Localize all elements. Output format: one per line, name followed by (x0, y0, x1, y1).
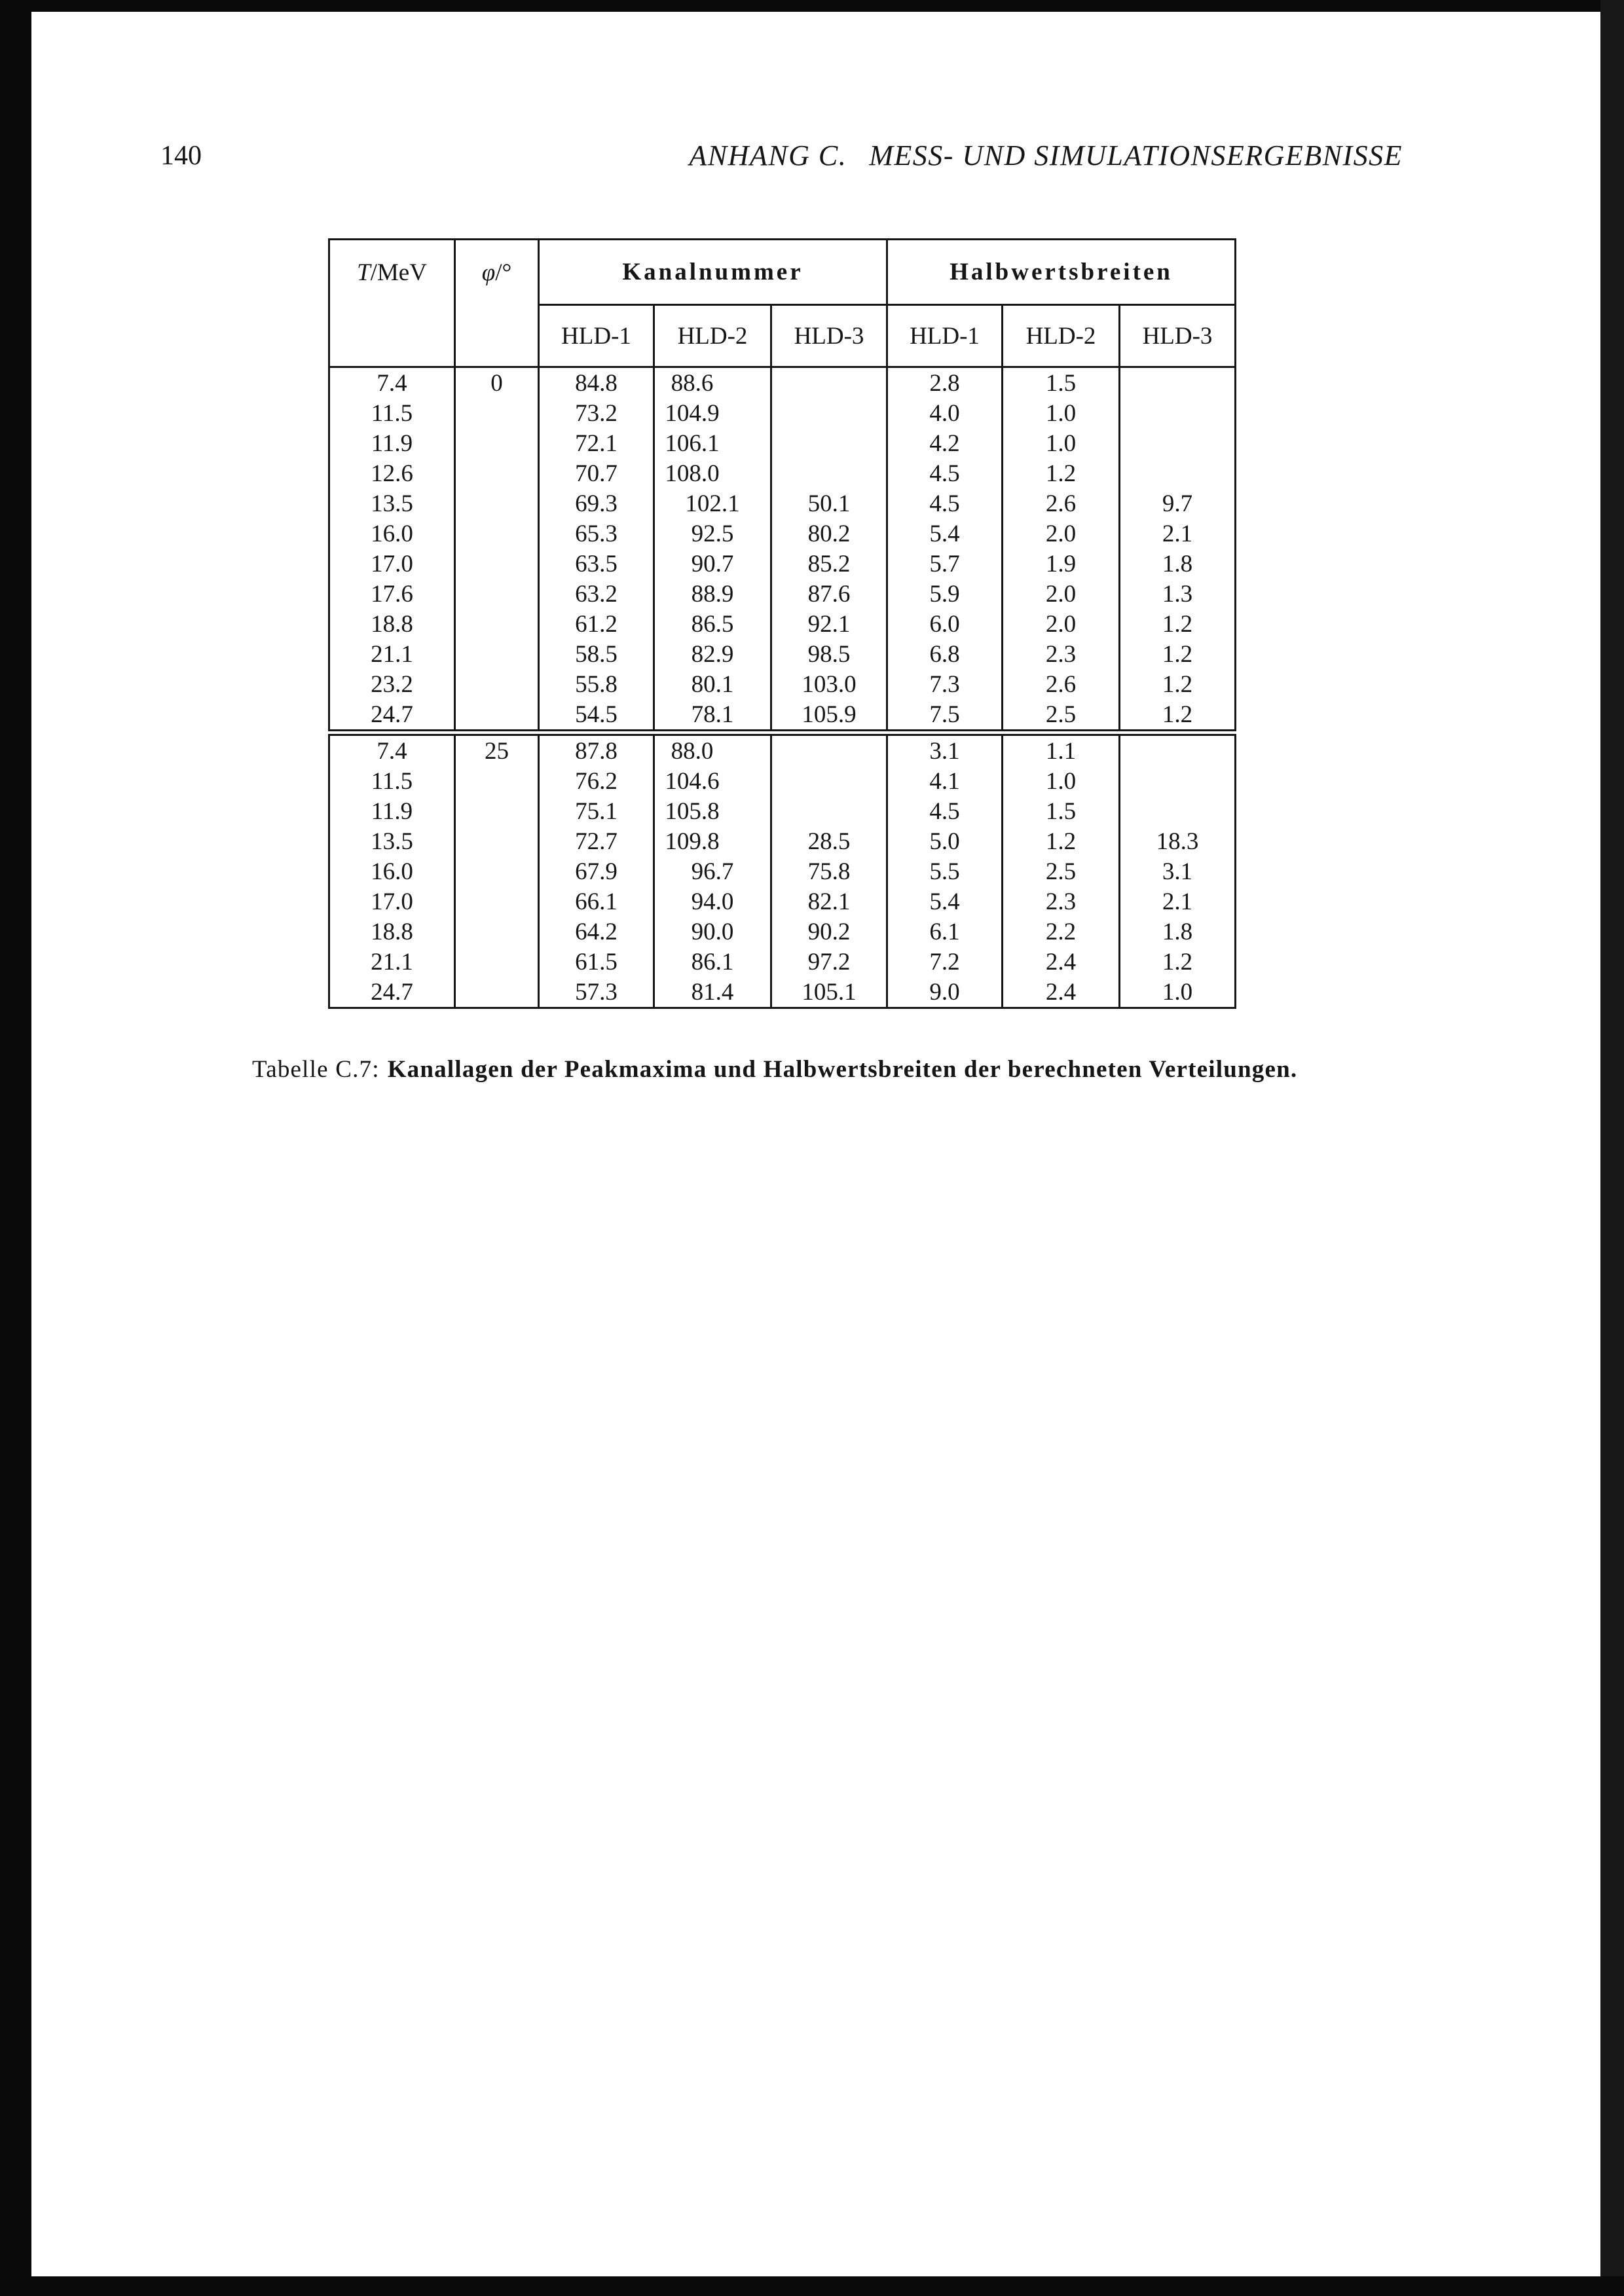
fwhm-hld2-cell: 2.4 (1003, 947, 1120, 977)
table-body (329, 367, 1236, 1008)
table-row (329, 398, 1236, 428)
energy-unit: /MeV (370, 259, 427, 286)
scan-border-bottom (0, 2276, 1624, 2296)
fwhm-hld3-cell: 1.8 (1120, 917, 1236, 947)
channel-hld2-cell: 81.4 (654, 977, 771, 1008)
fwhm-hld3-cell (1120, 458, 1236, 488)
channel-hld3-cell: 98.5 (771, 639, 887, 669)
fwhm-hld1-cell: 6.1 (887, 917, 1003, 947)
table-row (329, 609, 1236, 639)
channel-hld1-cell: 67.9 (539, 856, 654, 886)
angle-header-spacer (455, 305, 539, 367)
energy-cell: 11.5 (329, 766, 455, 796)
table-row (329, 579, 1236, 609)
fwhm-hld2-cell: 2.5 (1003, 856, 1120, 886)
fwhm-hld2-cell: 2.2 (1003, 917, 1120, 947)
channel-hld2-cell: 105.8 (654, 796, 771, 826)
angle-cell (455, 579, 539, 609)
table-row (329, 639, 1236, 669)
energy-cell: 17.0 (329, 886, 455, 917)
channel-hld1-cell: 76.2 (539, 766, 654, 796)
channel-hld2-header: HLD-2 (654, 305, 771, 367)
channel-hld1-cell: 63.5 (539, 549, 654, 579)
channel-hld2-cell: 86.1 (654, 947, 771, 977)
table-row (329, 519, 1236, 549)
fwhm-hld2-cell: 1.9 (1003, 549, 1120, 579)
fwhm-hld1-cell: 5.0 (887, 826, 1003, 856)
fwhm-hld2-header: HLD-2 (1003, 305, 1120, 367)
fwhm-hld3-cell: 2.1 (1120, 886, 1236, 917)
angle-unit: /° (495, 259, 512, 286)
angle-cell (455, 398, 539, 428)
channel-hld2-cell: 106.1 (654, 428, 771, 458)
channel-hld2-cell: 82.9 (654, 639, 771, 669)
fwhm-hld2-cell: 2.6 (1003, 669, 1120, 699)
running-head-chapter: ANHANG C. (689, 139, 847, 172)
channel-hld2-cell: 104.6 (654, 766, 771, 796)
energy-cell: 13.5 (329, 826, 455, 856)
fwhm-hld2-cell: 1.2 (1003, 458, 1120, 488)
table-row (329, 947, 1236, 977)
angle-cell (455, 639, 539, 669)
channel-hld3-cell (771, 428, 887, 458)
angle-cell (455, 977, 539, 1008)
channel-hld1-cell: 58.5 (539, 639, 654, 669)
channel-hld1-cell: 73.2 (539, 398, 654, 428)
table-row (329, 367, 1236, 399)
table-row (329, 856, 1236, 886)
channel-hld2-cell: 88.9 (654, 579, 771, 609)
channel-hld3-cell: 85.2 (771, 549, 887, 579)
fwhm-hld2-cell: 1.5 (1003, 796, 1120, 826)
energy-cell: 13.5 (329, 488, 455, 519)
fwhm-hld1-cell: 2.8 (887, 367, 1003, 399)
fwhm-hld2-cell: 1.2 (1003, 826, 1120, 856)
angle-cell (455, 796, 539, 826)
table-caption (252, 1057, 1297, 1082)
channel-hld3-cell: 92.1 (771, 609, 887, 639)
channel-hld2-cell: 78.1 (654, 699, 771, 733)
channel-hld3-cell: 50.1 (771, 488, 887, 519)
fwhm-hld1-cell: 3.1 (887, 733, 1003, 766)
header-row-groups (329, 240, 1236, 305)
fwhm-hld1-cell: 6.0 (887, 609, 1003, 639)
channel-hld2-cell: 104.9 (654, 398, 771, 428)
running-head-title: MESS- UND SIMULATIONSERGEBNISSE (869, 139, 1403, 172)
table-row (329, 549, 1236, 579)
energy-cell: 17.6 (329, 579, 455, 609)
fwhm-hld3-cell: 1.2 (1120, 699, 1236, 733)
fwhm-hld3-cell: 2.1 (1120, 519, 1236, 549)
fwhm-hld1-cell: 7.2 (887, 947, 1003, 977)
fwhm-hld3-cell (1120, 796, 1236, 826)
fwhm-hld3-cell: 1.2 (1120, 669, 1236, 699)
channel-hld2-cell: 80.1 (654, 669, 771, 699)
channel-hld3-cell: 80.2 (771, 519, 887, 549)
angle-cell: 0 (455, 367, 539, 399)
angle-cell (455, 917, 539, 947)
caption-label: Tabelle C.7: (252, 1056, 380, 1083)
channel-hld1-cell: 54.5 (539, 699, 654, 733)
energy-header-spacer (329, 305, 455, 367)
fwhm-hld2-cell: 1.0 (1003, 766, 1120, 796)
channel-hld1-cell: 72.7 (539, 826, 654, 856)
energy-column-header (329, 240, 455, 305)
table-row (329, 766, 1236, 796)
channel-hld2-cell: 88.0 (654, 733, 771, 766)
energy-cell: 17.0 (329, 549, 455, 579)
table-row (329, 733, 1236, 766)
angle-cell (455, 428, 539, 458)
angle-cell (455, 856, 539, 886)
fwhm-hld1-cell: 4.5 (887, 458, 1003, 488)
fwhm-hld2-cell: 1.1 (1003, 733, 1120, 766)
table-row (329, 669, 1236, 699)
fwhm-hld2-cell: 1.0 (1003, 398, 1120, 428)
fwhm-hld2-cell: 2.3 (1003, 886, 1120, 917)
fwhm-hld3-cell (1120, 766, 1236, 796)
table-row (329, 826, 1236, 856)
scan-border-right (1600, 0, 1624, 2296)
fwhm-hld3-cell (1120, 398, 1236, 428)
fwhm-hld1-cell: 7.5 (887, 699, 1003, 733)
fwhm-hld1-header: HLD-1 (887, 305, 1003, 367)
fwhm-hld1-cell: 5.7 (887, 549, 1003, 579)
channel-hld2-cell: 90.0 (654, 917, 771, 947)
angle-cell (455, 699, 539, 733)
channel-hld1-cell: 87.8 (539, 733, 654, 766)
fwhm-hld1-cell: 7.3 (887, 669, 1003, 699)
fwhm-hld2-cell: 1.0 (1003, 428, 1120, 458)
channel-hld1-cell: 66.1 (539, 886, 654, 917)
energy-cell: 11.5 (329, 398, 455, 428)
fwhm-hld2-cell: 2.0 (1003, 609, 1120, 639)
table-row (329, 458, 1236, 488)
channel-hld1-cell: 65.3 (539, 519, 654, 549)
energy-cell: 11.9 (329, 796, 455, 826)
energy-cell: 7.4 (329, 367, 455, 399)
fwhm-hld2-cell: 1.5 (1003, 367, 1120, 399)
channel-hld1-cell: 63.2 (539, 579, 654, 609)
fwhm-hld1-cell: 5.9 (887, 579, 1003, 609)
fwhm-hld1-cell: 9.0 (887, 977, 1003, 1008)
fwhm-hld3-cell: 1.2 (1120, 947, 1236, 977)
channel-hld3-cell (771, 367, 887, 399)
header-row-detectors (329, 305, 1236, 367)
table-row (329, 917, 1236, 947)
angle-symbol: φ (481, 259, 496, 286)
channel-hld3-cell: 105.9 (771, 699, 887, 733)
energy-cell: 7.4 (329, 733, 455, 766)
fwhm-hld3-cell: 3.1 (1120, 856, 1236, 886)
channel-hld2-cell: 96.7 (654, 856, 771, 886)
channel-hld1-cell: 57.3 (539, 977, 654, 1008)
fwhm-hld1-cell: 6.8 (887, 639, 1003, 669)
table-header (329, 240, 1236, 367)
fwhm-hld1-cell: 4.5 (887, 796, 1003, 826)
fwhm-hld3-header: HLD-3 (1120, 305, 1236, 367)
channel-hld1-cell: 61.5 (539, 947, 654, 977)
angle-cell: 25 (455, 733, 539, 766)
channel-hld1-cell: 70.7 (539, 458, 654, 488)
table-row (329, 796, 1236, 826)
channel-number-group-header: Kanalnummer (539, 240, 887, 305)
scan-border-left (0, 0, 31, 2296)
channel-hld3-cell: 82.1 (771, 886, 887, 917)
energy-cell: 24.7 (329, 977, 455, 1008)
channel-hld1-cell: 75.1 (539, 796, 654, 826)
fwhm-hld3-cell: 1.2 (1120, 609, 1236, 639)
fwhm-hld3-cell (1120, 733, 1236, 766)
energy-cell: 18.8 (329, 917, 455, 947)
channel-hld3-cell: 90.2 (771, 917, 887, 947)
channel-hld1-header: HLD-1 (539, 305, 654, 367)
channel-hld1-cell: 72.1 (539, 428, 654, 458)
channel-hld2-cell: 90.7 (654, 549, 771, 579)
results-table (328, 238, 1236, 1009)
angle-cell (455, 826, 539, 856)
scan-border-top (0, 0, 1624, 12)
channel-hld3-cell: 75.8 (771, 856, 887, 886)
channel-hld3-cell (771, 398, 887, 428)
channel-hld3-cell (771, 458, 887, 488)
angle-cell (455, 886, 539, 917)
fwhm-hld3-cell (1120, 367, 1236, 399)
channel-hld2-cell: 94.0 (654, 886, 771, 917)
channel-hld3-cell: 87.6 (771, 579, 887, 609)
channel-hld2-cell: 102.1 (654, 488, 771, 519)
channel-hld3-cell: 103.0 (771, 669, 887, 699)
table-row (329, 886, 1236, 917)
channel-hld2-cell: 92.5 (654, 519, 771, 549)
fwhm-hld1-cell: 5.4 (887, 886, 1003, 917)
page-number: 140 (160, 141, 202, 171)
energy-cell: 24.7 (329, 699, 455, 733)
channel-hld2-cell: 86.5 (654, 609, 771, 639)
channel-hld2-cell: 108.0 (654, 458, 771, 488)
fwhm-hld2-cell: 2.0 (1003, 519, 1120, 549)
channel-hld3-cell (771, 796, 887, 826)
angle-cell (455, 609, 539, 639)
caption-text: Kanallagen der Peakmaxima und Halbwertsbreiten der berechneten Verteilungen. (387, 1056, 1298, 1083)
fwhm-hld1-cell: 4.5 (887, 488, 1003, 519)
energy-cell: 16.0 (329, 856, 455, 886)
angle-cell (455, 549, 539, 579)
energy-cell: 21.1 (329, 947, 455, 977)
fwhm-hld3-cell: 1.8 (1120, 549, 1236, 579)
fwhm-hld2-cell: 2.4 (1003, 977, 1120, 1008)
fwhm-hld2-cell: 2.5 (1003, 699, 1120, 733)
fwhm-hld1-cell: 4.1 (887, 766, 1003, 796)
angle-cell (455, 947, 539, 977)
angle-cell (455, 458, 539, 488)
fwhm-hld1-cell: 4.2 (887, 428, 1003, 458)
channel-hld1-cell: 84.8 (539, 367, 654, 399)
channel-hld2-cell: 88.6 (654, 367, 771, 399)
channel-hld1-cell: 61.2 (539, 609, 654, 639)
fwhm-hld3-cell: 9.7 (1120, 488, 1236, 519)
channel-hld3-cell: 28.5 (771, 826, 887, 856)
channel-hld1-cell: 55.8 (539, 669, 654, 699)
channel-hld2-cell: 109.8 (654, 826, 771, 856)
fwhm-hld1-cell: 5.4 (887, 519, 1003, 549)
fwhm-hld2-cell: 2.0 (1003, 579, 1120, 609)
channel-hld3-cell (771, 733, 887, 766)
energy-symbol: T (357, 259, 371, 286)
channel-hld3-cell: 105.1 (771, 977, 887, 1008)
channel-hld3-cell (771, 766, 887, 796)
energy-cell: 12.6 (329, 458, 455, 488)
fwhm-hld3-cell (1120, 428, 1236, 458)
channel-hld1-cell: 69.3 (539, 488, 654, 519)
energy-cell: 18.8 (329, 609, 455, 639)
table-row (329, 699, 1236, 733)
channel-hld3-header: HLD-3 (771, 305, 887, 367)
running-head (689, 141, 1403, 170)
energy-cell: 16.0 (329, 519, 455, 549)
fwhm-group-header: Halbwertsbreiten (887, 240, 1236, 305)
channel-hld1-cell: 64.2 (539, 917, 654, 947)
channel-hld3-cell: 97.2 (771, 947, 887, 977)
table-row (329, 977, 1236, 1008)
energy-cell: 11.9 (329, 428, 455, 458)
angle-cell (455, 766, 539, 796)
fwhm-hld3-cell: 1.0 (1120, 977, 1236, 1008)
angle-cell (455, 669, 539, 699)
angle-cell (455, 519, 539, 549)
fwhm-hld3-cell: 1.2 (1120, 639, 1236, 669)
table-row (329, 428, 1236, 458)
fwhm-hld3-cell: 18.3 (1120, 826, 1236, 856)
fwhm-hld2-cell: 2.6 (1003, 488, 1120, 519)
fwhm-hld3-cell: 1.3 (1120, 579, 1236, 609)
fwhm-hld1-cell: 4.0 (887, 398, 1003, 428)
energy-cell: 23.2 (329, 669, 455, 699)
angle-column-header (455, 240, 539, 305)
energy-cell: 21.1 (329, 639, 455, 669)
table-row (329, 488, 1236, 519)
fwhm-hld1-cell: 5.5 (887, 856, 1003, 886)
angle-cell (455, 488, 539, 519)
fwhm-hld2-cell: 2.3 (1003, 639, 1120, 669)
